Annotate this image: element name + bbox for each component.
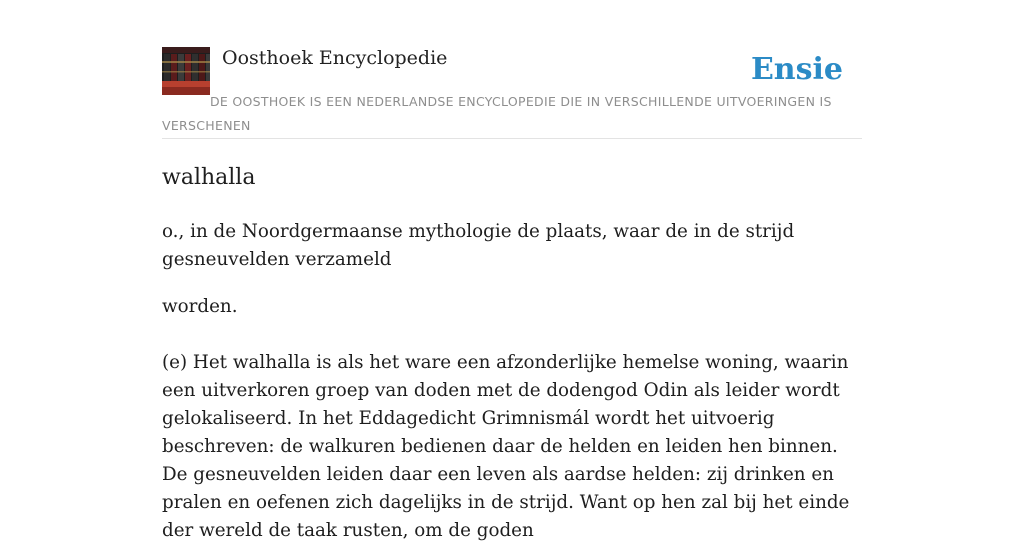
- site-tagline: DE OOSTHOEK IS EEN NEDERLANDSE ENCYCLOPEDIE DIE IN VERSCHILLENDE UITVOERINGEN IS VERSCHENEN: [162, 94, 832, 133]
- article-body: (e) Het walhalla is als het ware een afzonderlijke hemelse woning, waarin een uitverkoren groep van doden met de dodengod Odin als leider wordt gelokaliseerd. In het Eddagedicht Grimnismál wordt het uitvoerig beschreven: de walkuren bedienen daar de helden en leiden hen binnen. De gesneuvelden leiden daar een leven als aardse helden: zij drinken en pralen en oefenen zich dagelijks in de strijd. Want op hen zal bij het einde der wereld de taak rusten, om de goden: [162, 352, 850, 541]
- site-header: [162, 46, 862, 139]
- article-definition: o., in de Noordgermaanse mythologie de plaats, waar de in de strijd gesneuvelden verzameld: [162, 221, 795, 270]
- article-title: walhalla: [162, 165, 256, 190]
- article: [162, 160, 862, 545]
- article-continuation: worden.: [162, 296, 238, 317]
- site-name-link[interactable]: Oosthoek Encyclopedie: [222, 47, 448, 69]
- encyclopedia-books-icon: [162, 47, 210, 95]
- ensie-logo-link[interactable]: Ensie: [750, 52, 843, 87]
- site-avatar[interactable]: [162, 47, 210, 95]
